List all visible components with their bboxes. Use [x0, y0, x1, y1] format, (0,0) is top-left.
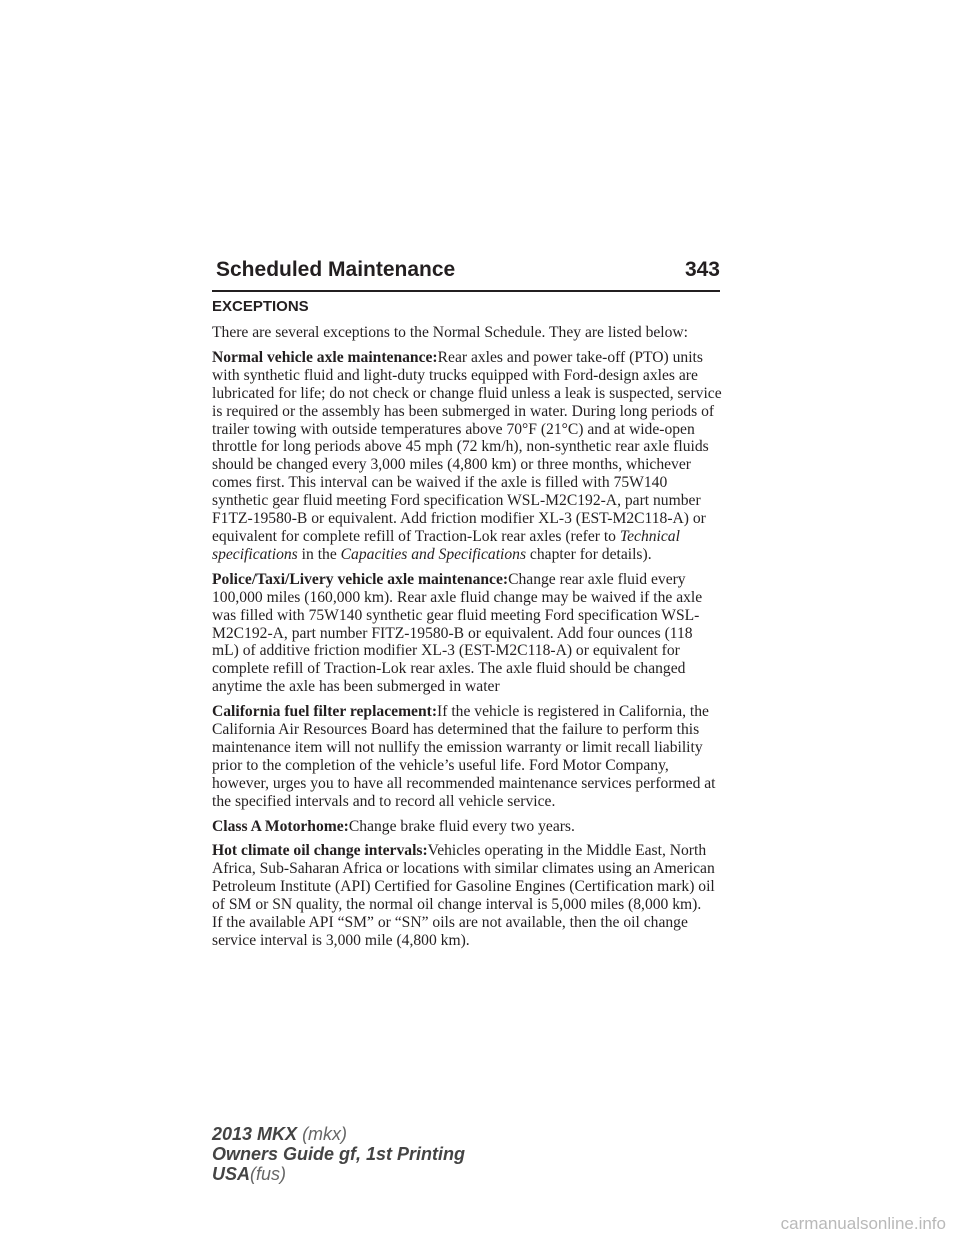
- item-label: Normal vehicle axle maintenance:: [212, 348, 438, 366]
- item-police-axle: [212, 571, 722, 696]
- footer-line-market: [212, 1164, 465, 1184]
- item-text: Change brake fluid every two years.: [348, 817, 575, 835]
- item-hot-climate: [212, 842, 722, 914]
- footer-line-guide: [212, 1144, 465, 1164]
- item-label: California fuel filter replacement:: [212, 703, 438, 721]
- item-text: chapter for details).: [526, 545, 652, 563]
- cross-reference: Capacities and Specifications: [340, 545, 527, 563]
- section-heading: EXCEPTIONS: [212, 298, 309, 315]
- cross-reference: Technical specifications: [212, 527, 680, 563]
- footer-market: USA: [212, 1164, 251, 1184]
- page-content: [212, 298, 722, 957]
- item-label: Class A Motorhome:: [212, 817, 349, 835]
- page-header: [212, 256, 720, 292]
- closing-paragraph: If the available API “SM” or “SN” oils are not available, then the oil change service interval is 3,000 mile (4,800 km).: [212, 914, 688, 949]
- intro-paragraph: There are several exceptions to the Normal Schedule. They are listed below:: [212, 324, 689, 341]
- item-text: in the: [297, 545, 341, 563]
- footer-line-model: [212, 1124, 465, 1144]
- item-text: Vehicles operating in the Middle East, North Africa, Sub-Saharan Africa or locations with similar climates using an American Petroleum Institute (API) Certified for Gasoline Engines (Certification mark) oil of SM or SN quality, the normal oil change interval is 5,000 miles (8,000 km).: [212, 842, 715, 914]
- footer-model-code: (mkx): [302, 1124, 348, 1144]
- chapter-title: Scheduled Maintenance: [216, 258, 456, 281]
- item-text: Rear axles and power take-off (PTO) units with synthetic fluid and light-duty trucks equipped with Ford-design axles are lubricated for life; do not check or change fluid unless a leak is suspected, service is required or the assembly has been submerged in water. During long periods of trailer towing with outside temperatures above 70°F (21°C) and at wide-open throttle for long periods above 45 mph (72 km/h), non-synthetic rear axle fluids should be changed every 3,000 miles (4,800 km) or three months, whichever comes first. This interval can be waived if the axle is filled with 75W140 synthetic gear fluid meeting Ford specification WSL-M2C192-A, part number F1TZ-19580-B or equivalent. Add friction modifier XL-3 (EST-M2C118-A) or equivalent for complete refill of Traction-Lok rear axles (refer to: [212, 348, 722, 545]
- watermark: carmanualsonline.info: [780, 1214, 946, 1233]
- item-california-filter: [212, 703, 722, 810]
- item-text: Change rear axle fluid every 100,000 miles (160,000 km). Rear axle fluid change may be waived if the axle was filled with 75W140 synthetic gear fluid meeting Ford specification WSL-M2C192-A, part number FITZ-19580-B or equivalent. Add four ounces (118 mL) of additive friction modifier XL-3 (EST-M2C118-A) or equivalent for complete refill of Traction-Lok rear axles. The axle fluid should be changed anytime the axle has been submerged in water: [212, 570, 703, 696]
- item-text: If the vehicle is registered in California, the California Air Resources Board has determined that the failure to perform this maintenance item will not nullify the emission warranty or limit recall liability prior to the completion of the vehicle’s useful life. Ford Motor Company, however, urges you to have all recommended maintenance services performed at the specified intervals and to record all vehicle service.: [212, 703, 716, 810]
- item-label: Police/Taxi/Livery vehicle axle maintenance:: [212, 570, 509, 588]
- page-footer: [212, 1124, 465, 1184]
- footer-market-code: (fus): [250, 1164, 287, 1184]
- footer-guide: Owners Guide gf, 1st Printing: [212, 1144, 466, 1164]
- item-normal-axle: [212, 349, 722, 564]
- page-number: 343: [684, 258, 720, 281]
- item-motorhome: [212, 818, 722, 836]
- item-label: Hot climate oil change intervals:: [212, 842, 428, 860]
- footer-model: 2013 MKX: [212, 1124, 298, 1144]
